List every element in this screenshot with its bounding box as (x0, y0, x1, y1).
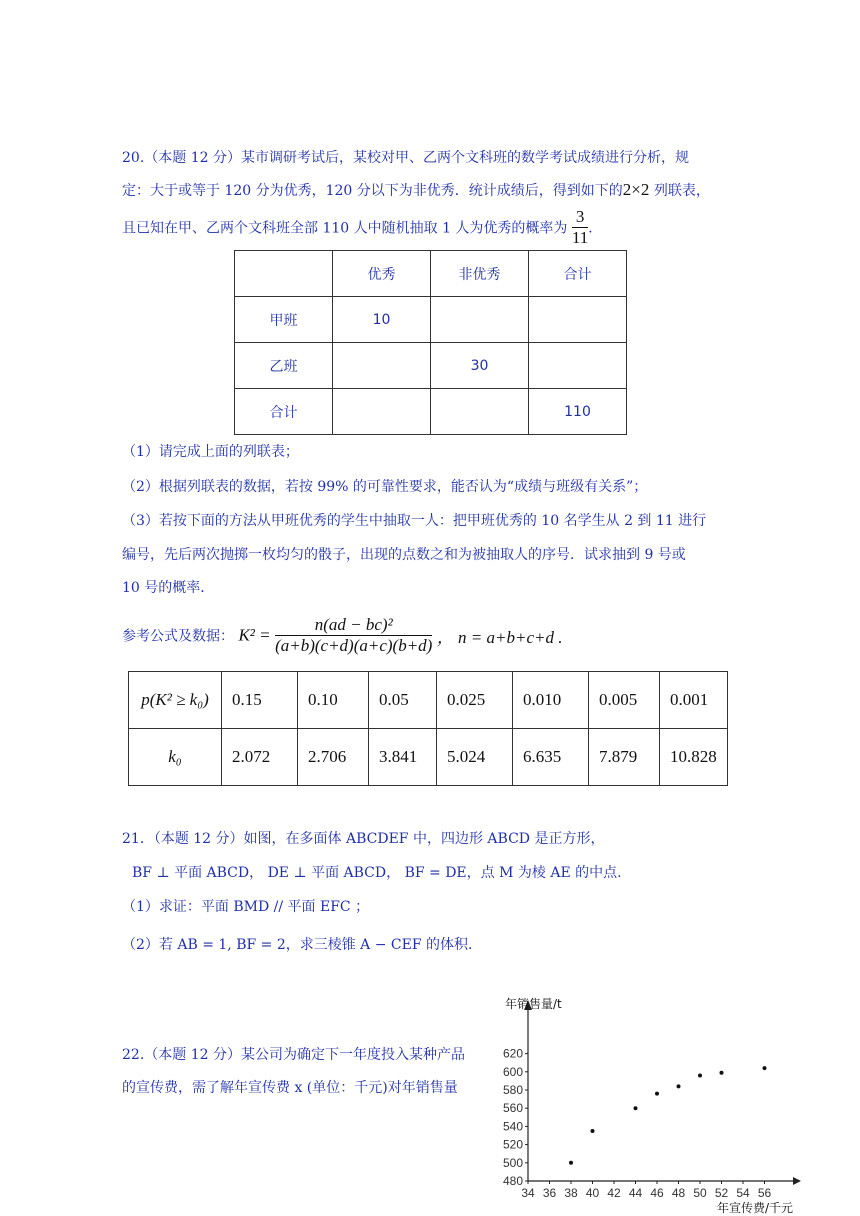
table-cell: 合计 (235, 389, 333, 435)
table-row (129, 672, 728, 729)
table-cell: 5.024 (437, 729, 513, 786)
data-point (763, 1066, 767, 1070)
table-cell (529, 297, 627, 343)
table-cell: 7.879 (589, 729, 660, 786)
formula-denominator: (a+b)(c+d)(a+c)(b+d) (275, 636, 433, 655)
table-cell: 甲班 (235, 297, 333, 343)
table-row (235, 297, 627, 343)
data-point (634, 1106, 638, 1110)
table-cell: 30 (431, 343, 529, 389)
q22-line1: 22.（本题 12 分）某公司为确定下一年度投入某种产品 (122, 1047, 465, 1063)
fraction-denominator: 11 (571, 228, 589, 247)
y-tick-label: 540 (502, 1119, 523, 1134)
x-tick-label: 36 (542, 1186, 557, 1200)
data-point (591, 1129, 595, 1133)
table-cell: 非优秀 (431, 251, 529, 297)
table-cell: 10.828 (660, 729, 728, 786)
table-row (235, 251, 627, 297)
q20-line2-text: 定：大于或等于 120 分为优秀，120 分以下为非优秀．统计成绩后，得到如下的 (122, 183, 623, 199)
data-point (720, 1071, 724, 1075)
fraction-numerator: 3 (572, 207, 588, 228)
table-cell (431, 297, 529, 343)
x-tick-label: 42 (607, 1186, 621, 1200)
table-cell: 0.10 (298, 672, 369, 729)
table-cell: 6.635 (513, 729, 589, 786)
table-row (235, 343, 627, 389)
data-point (698, 1073, 702, 1077)
scatter-chart (495, 992, 815, 1214)
x-tick-label: 46 (650, 1186, 664, 1200)
contingency-table (234, 250, 627, 435)
table-cell (333, 343, 431, 389)
x-tick-label: 56 (757, 1186, 772, 1200)
table-cell (529, 343, 627, 389)
table-cell: 优秀 (333, 251, 431, 297)
q20-part2: （2）根据列联表的数据，若按 99% 的可靠性要求，能否认为“成绩与班级有关系”； (122, 479, 648, 495)
x-tick-label: 34 (521, 1186, 535, 1200)
table-cell (235, 251, 333, 297)
x-tick-label: 38 (564, 1186, 578, 1200)
table-cell: 0.15 (222, 672, 298, 729)
table-cell: k₀ (129, 729, 222, 786)
q20-2x2: 2×2 (622, 180, 650, 199)
q21-line4: （2）若 AB = 1, BF = 2，求三棱锥 A − CEF 的体积. (122, 937, 473, 953)
x-axis-arrow (793, 1177, 801, 1185)
reference-formula (122, 615, 563, 656)
data-point (569, 1161, 573, 1165)
table-cell (431, 389, 529, 435)
y-tick-label: 560 (502, 1101, 523, 1116)
q21-line3: （1）求证：平面 BMD // 平面 EFC ； (122, 899, 370, 915)
table-cell: 0.001 (660, 672, 728, 729)
table-cell: 110 (529, 389, 627, 435)
data-point (655, 1092, 659, 1096)
q21-line1: 21．（本题 12 分）如图，在多面体 ABCDEF 中，四边形 ABCD 是正方形， (122, 831, 605, 847)
formula-fraction (275, 615, 432, 656)
table-row (129, 729, 728, 786)
q20-line3-tail: ． (588, 220, 603, 237)
y-tick-label: 620 (502, 1046, 523, 1061)
q20-line1: 20.（本题 12 分）某市调研考试后，某校对甲、乙两个文科班的数学考试成绩进行分析，规 (122, 150, 689, 166)
table-cell: 0.010 (513, 672, 589, 729)
x-tick-label: 54 (736, 1186, 750, 1200)
data-point (677, 1084, 681, 1088)
y-axis-label: 年销售量/t (505, 997, 562, 1011)
table-cell: 合计 (529, 251, 627, 297)
q21-line2: BF ⊥ 平面 ABCD， DE ⊥ 平面 ABCD， BF = DE，点 M 为棱 AE 的中点. (132, 865, 622, 881)
q20-line2 (122, 180, 710, 200)
x-tick-label: 40 (585, 1186, 600, 1200)
probability-fraction (572, 207, 588, 248)
formula-label: 参考公式及数据： (122, 628, 234, 645)
table-cell: 0.05 (369, 672, 437, 729)
q20-part3-line3: 10 号的概率． (122, 580, 215, 596)
x-tick-label: 44 (628, 1186, 643, 1200)
y-tick-label: 600 (502, 1064, 523, 1079)
q22-line2: 的宣传费，需了解年宣传费 x (单位：千元)对年销售量 (122, 1080, 458, 1096)
critical-value-table (128, 671, 728, 786)
formula-lhs: K² = (238, 625, 271, 645)
q20-line3-text: 且已知在甲、乙两个文科班全部 110 人中随机抽取 1 人为优秀的概率为 (122, 220, 568, 237)
y-tick-label: 500 (502, 1155, 523, 1170)
q20-line2-tail: 列联表， (649, 183, 710, 199)
table-cell (333, 389, 431, 435)
formula-rest: ， n = a+b+c+d . (436, 628, 563, 647)
formula-numerator: n(ad − bc)² (275, 615, 432, 636)
table-cell: p(K² ≥ k₀) (129, 672, 222, 729)
table-cell: 0.005 (589, 672, 660, 729)
table-cell: 10 (333, 297, 431, 343)
y-tick-label: 520 (502, 1137, 523, 1152)
q20-line3 (122, 207, 602, 248)
q20-part3-line2: 编号，先后两次抛掷一枚均匀的骰子，出现的点数之和为被抽取人的序号．试求抽到 9 号或 (122, 547, 686, 563)
q20-part3-line1: （3）若按下面的方法从甲班优秀的学生中抽取一人：把甲班优秀的 10 名学生从 2 到 11 进行 (122, 513, 707, 529)
table-cell: 2.072 (222, 729, 298, 786)
x-tick-label: 48 (671, 1186, 686, 1200)
x-tick-label: 50 (693, 1186, 707, 1200)
table-row (235, 389, 627, 435)
table-cell: 0.025 (437, 672, 513, 729)
y-tick-label: 480 (502, 1174, 523, 1188)
x-axis-label: 年宣传费/千元 (717, 1201, 794, 1214)
y-tick-label: 580 (502, 1083, 523, 1097)
x-tick-label: 52 (714, 1186, 729, 1200)
table-cell: 3.841 (369, 729, 437, 786)
table-cell: 2.706 (298, 729, 369, 786)
q20-part1: （1）请完成上面的列联表； (122, 444, 299, 460)
table-cell: 乙班 (235, 343, 333, 389)
